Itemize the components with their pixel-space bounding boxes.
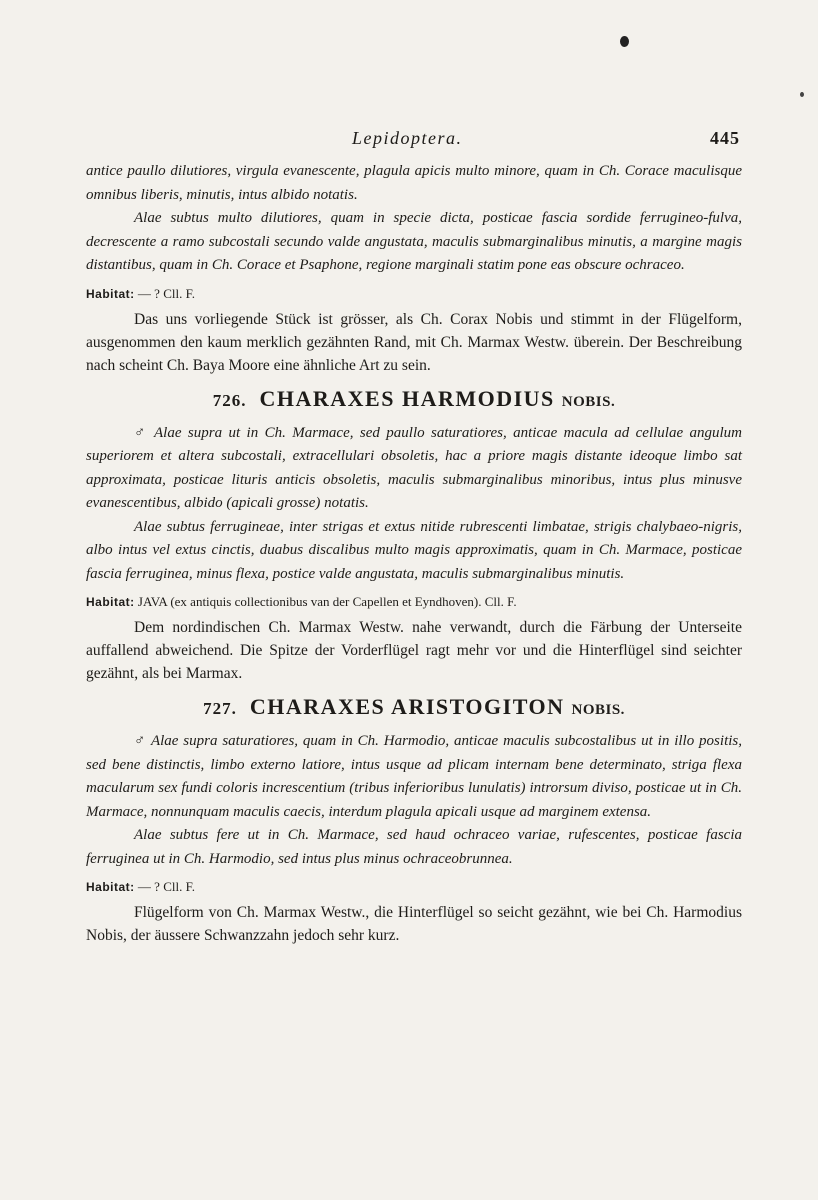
latin-underside-description: Alae subtus fere ut in Ch. Marmace, sed haud ochraceo variae, rufescentes, posticae fascia ferruginea ut in Ch. Harmodio, sed intus plus minus ochraceobrunnea.: [86, 827, 742, 867]
page-body: [86, 160, 742, 947]
habitat-line: [86, 875, 742, 899]
latin-underside-description: Alae subtus ferrugineae, inter strigas et extus nitide rubrescenti limbatae, strigis chalybaeo-nigris, albo intus vel extus cinctis, duabus discalibus multo magis approximatis, quam in Ch. Marmace, posticae fascia ferruginea, minus flexa, postice valde angustata, maculis submarginalibus minutis.: [86, 518, 742, 582]
habitat-line: [86, 590, 742, 614]
page-number: 445: [710, 128, 740, 148]
habitat-line: [86, 282, 742, 306]
latin-underside-description: Alae subtus multo dilutiores, quam in specie dicta, posticae fascia sordide ferrugineo-fulva, decrescente a ramo subcostali secundo valde angustata, maculis submarginalibus minutis, a margine magis distantibus, quam in Ch. Corace et Psaphone, regione marginali statim pone eas obscure ochraceo.: [86, 210, 742, 273]
species-number: 727.: [203, 699, 237, 718]
species-author: NOBIS.: [561, 393, 616, 410]
species-heading-726: [86, 385, 742, 416]
latin-upperside-description: ♂ Alae supra saturatiores, quam in Ch. Harmodio, anticae maculis subcostalibus ut in illo positis, sed bene distinctis, limbo externo latiore, intus usque ad plicam internam bene determinato, striga flexa macularum sex fundi coloris increscentium (tribus inferioribus lunulatis) introrsum diviso, posticae ut in Ch. Marmace, nonnunquam maculis caecis, interdum plagula apicali usque ad marginem extensa.: [86, 733, 742, 820]
german-remarks: Das uns vorliegende Stück ist grösser, als Ch. Corax Nobis und stimmt in der Flügelform, ausgenommen den kaum merklich gezähnten Rand, mit Ch. Marmax Westw. überein. Der Beschreibung nach scheint Ch. Baya Moore eine ähnliche Art zu sein.: [86, 310, 742, 374]
edge-mark: [800, 92, 804, 97]
habitat-label: Habitat:: [86, 595, 135, 609]
species-heading-727: [86, 693, 742, 724]
german-remarks: Dem nordindischen Ch. Marmax Westw. nahe verwandt, durch die Färbung der Unterseite auffallend abweichend. Die Spitze der Vorderflügel ragt mehr vor und die Hinterflügel sind seichter gezähnt, als bei Marmax.: [86, 619, 742, 682]
running-head-title: Lepidoptera.: [352, 128, 463, 148]
habitat-text: — ? Cll. F.: [137, 285, 196, 301]
species-author: NOBIS.: [571, 702, 625, 718]
ink-spot: [620, 36, 629, 47]
latin-description-continued: antice paullo dilutiores, virgula evanescente, plagula apicis multo minore, quam in Ch. Corace maculisque omnibus liberis, minutis, intus albido notatis.: [86, 163, 742, 203]
running-head: [90, 128, 740, 152]
habitat-label: Habitat:: [86, 286, 135, 301]
habitat-text: — ? Cll. F.: [137, 879, 196, 894]
habitat-label: Habitat:: [86, 880, 135, 894]
species-number: 726.: [212, 390, 247, 410]
latin-upperside-description: ♂ Alae supra ut in Ch. Marmace, sed paullo saturatiores, anticae macula ad cellulae angulum superiorem et altera subcostali, extracellulari obsoletis, hac a priore magis distante ideoque limbo sat approximata, posticae lituris anticis obsoletis, maculis submarginalibus minoribus, intus plus minusve evanescentibus, albido (apicali grosse) notatis.: [86, 424, 742, 511]
species-title: CHARAXES ARISTOGITON: [249, 694, 565, 719]
habitat-text: JAVA (ex antiquis collectionibus van der Capellen et Eyndhoven). Cll. F.: [137, 594, 517, 609]
german-remarks: Flügelform von Ch. Marmax Westw., die Hinterflügel so seicht gezähnt, wie bei Ch. Harmodius Nobis, der äussere Schwanzzahn jedoch sehr kurz.: [86, 904, 742, 944]
species-title: CHARAXES HARMODIUS: [259, 385, 555, 411]
